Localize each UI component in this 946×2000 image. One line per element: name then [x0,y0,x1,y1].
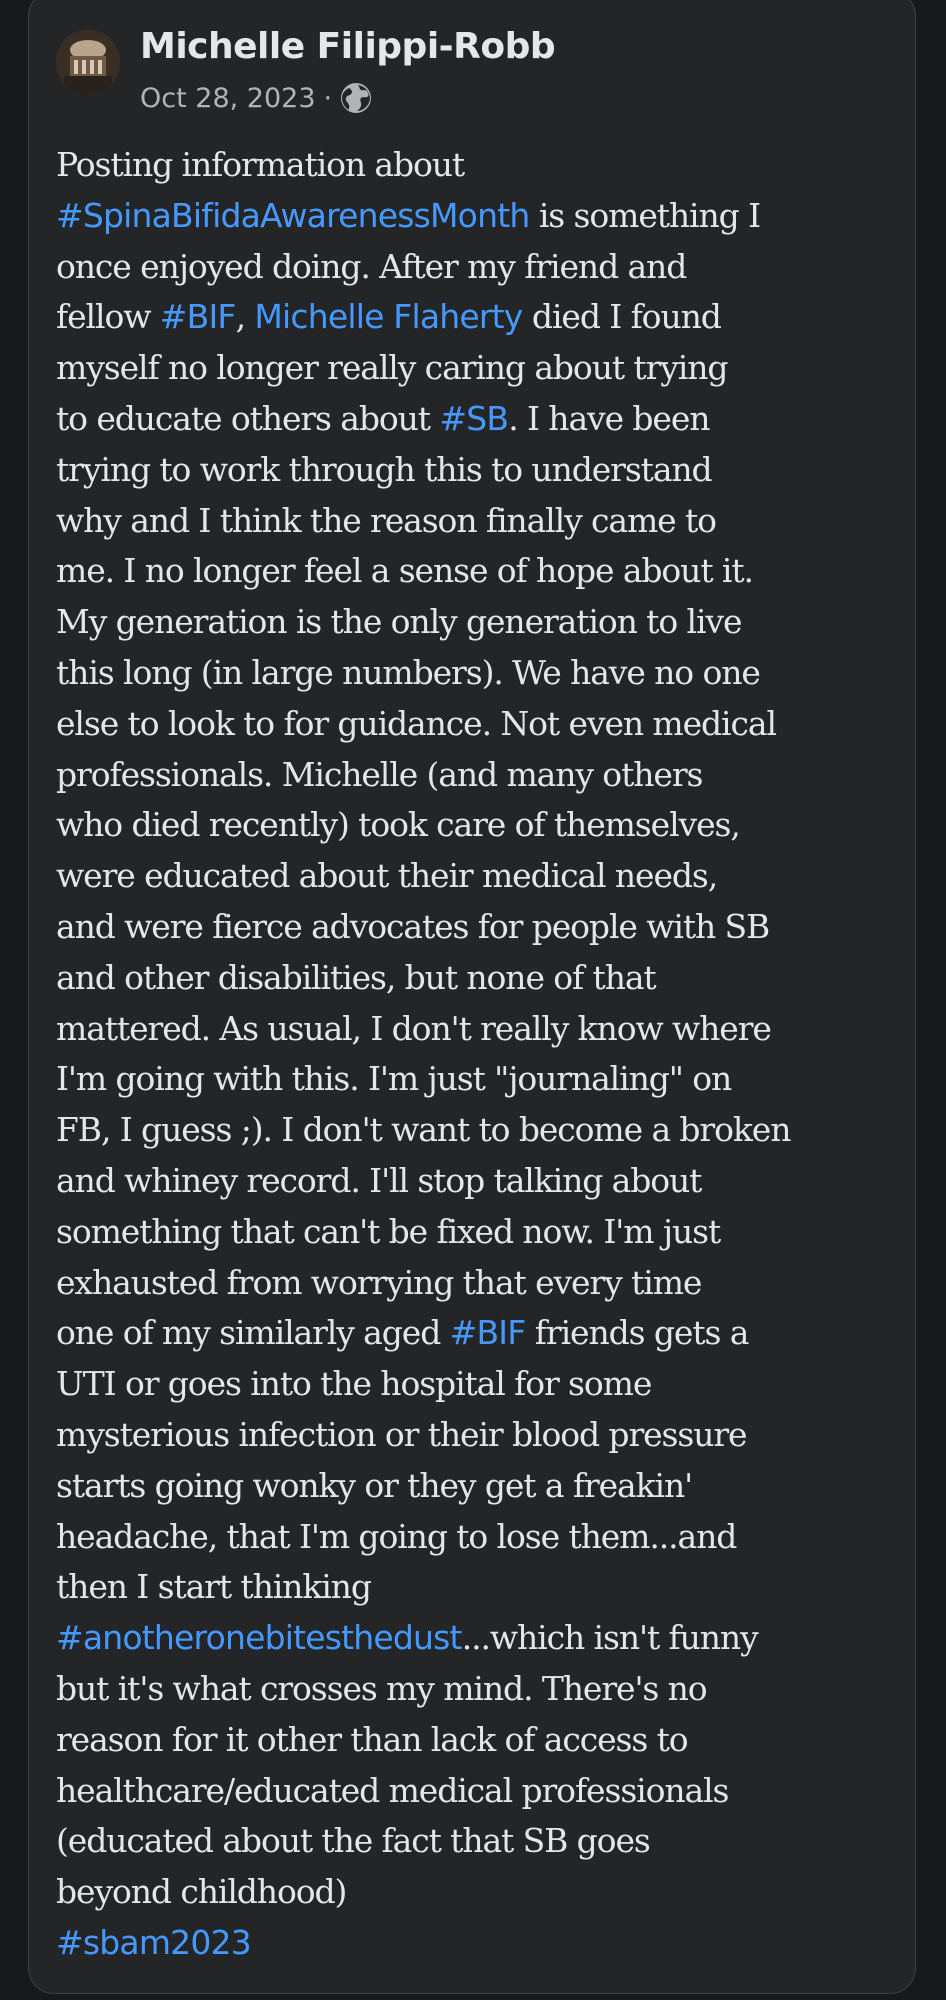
post-line: trying to work through this to understand [56,449,712,489]
hashtag-link[interactable]: #SpinaBifidaAwarenessMonth [56,195,530,235]
meta-separator: · [323,82,333,114]
hashtag-link[interactable]: #sbam2023 [56,1922,251,1962]
post-line: were educated about their medical needs, [56,856,718,896]
post-line: why and I think the reason finally came to [56,500,716,540]
post-line: My generation is the only generation to live [56,602,742,642]
hashtag-link[interactable]: #BIF [159,297,236,337]
post-line: something that can't be fixed now. I'm just [56,1211,721,1251]
post-meta [140,82,372,114]
post-date[interactable]: Oct 28, 2023 [140,82,316,114]
post-line: Posting information about [56,145,465,184]
post-line: (educated about the fact that SB goes [56,1821,650,1861]
hashtag-link[interactable]: #BIF [449,1313,526,1353]
hashtag-link[interactable]: #anotheronebitesthedust [56,1618,462,1658]
post-line: fellow #BIF, Michelle Flaherty died I found [56,297,721,337]
post-line: then I start thinking [56,1567,371,1607]
post-line: but it's what crosses my mind. There's no [56,1668,707,1708]
post-line: FB, I guess ;). I don't want to become a broken [56,1110,791,1150]
post-line: and whiney record. I'll stop talking about [56,1160,702,1200]
post-line: starts going wonky or they get a freakin' [56,1465,693,1505]
post-line: professionals. Michelle (and many others [56,754,703,794]
post-line: mysterious infection or their blood pressure [56,1414,747,1454]
post-line: healthcare/educated medical professionals [56,1770,729,1810]
post-line: #SpinaBifidaAwarenessMonth is something I [56,195,761,235]
post-line: headache, that I'm going to lose them...and [56,1516,737,1556]
avatar[interactable] [56,30,120,94]
post-line: to educate others about #SB. I have been [56,398,710,438]
author-name[interactable]: Michelle Filippi-Robb [140,26,556,67]
hashtag-link[interactable]: #SB [439,398,509,438]
post-line: and were fierce advocates for people with SB [56,906,770,946]
post-line: who died recently) took care of themselves, [56,805,740,845]
post-line: exhausted from worrying that every time [56,1262,702,1302]
post-line: mattered. As usual, I don't really know where [56,1008,771,1048]
post-line: once enjoyed doing. After my friend and [56,246,687,286]
post-line: one of my similarly aged #BIF friends gets a [56,1313,749,1353]
globe-icon[interactable] [340,82,372,114]
avatar-image [56,30,120,94]
mention-link[interactable]: Michelle Flaherty [254,297,523,337]
post-line: this long (in large numbers). We have no one [56,652,760,692]
post-line: I'm going with this. I'm just "journaling" on [56,1059,732,1099]
post-line: and other disabilities, but none of that [56,957,656,997]
post-text [56,140,906,1969]
post-line: me. I no longer feel a sense of hope about it. [56,551,753,591]
post-line [56,1918,906,1969]
post-line: beyond childhood) [56,1872,347,1912]
post-line: else to look to for guidance. Not even medical [56,703,776,743]
post-line: myself no longer really caring about trying [56,348,728,388]
post-line: reason for it other than lack of access to [56,1719,688,1759]
post-line: #anotheronebitesthedust...which isn't funny [56,1618,758,1658]
post-line: UTI or goes into the hospital for some [56,1364,652,1404]
